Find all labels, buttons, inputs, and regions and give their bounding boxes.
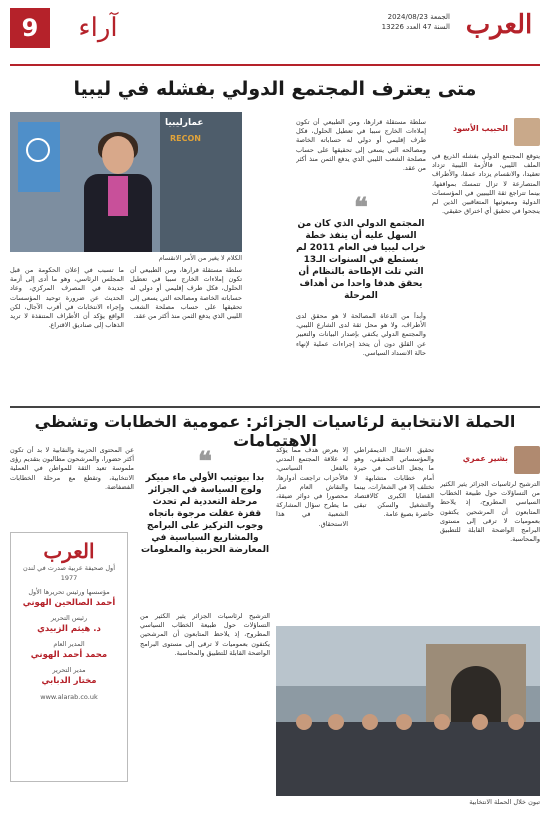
- article1-headline: متى يعترف المجتمع الدولي بفشله في ليبيا: [73, 78, 477, 100]
- crowd-person: [296, 714, 312, 730]
- article1-col2-text: سلطة مستقلة قرارها، ومن الطبيعي أن تكون إملاءات الخارج سببا في تعطيل الحلول، فكل طرف إقليمي أو دولي له حساباته الخاصة ومصالحه التي يسعى إلى تحقيقها على حساب مصلحة الشعب الليبي الذي يدفع الثمن منذ أكثر من عقد.: [296, 118, 426, 173]
- issue-number: السنة 47 العدد 13226: [381, 23, 450, 31]
- article2-col5-text: الترشيح لرئاسيات الجزائر يثير الكثير من التساؤلات حول طبيعة الخطاب السياسي المطروح، إذ يلاحظ المتابعون أن المرشحين يكتفون بعموميات لا ترقى إلى مستوى البرامج الواضحة القابلة للتطبيق والمحاسبة.: [140, 612, 270, 657]
- photo-crowd: [276, 722, 540, 796]
- managing-editor-role: مدير التحرير: [52, 666, 86, 674]
- article1-byline: [432, 118, 540, 148]
- quote-icon: ❝: [198, 447, 212, 477]
- author-name: الحبيب الأسود: [453, 124, 508, 133]
- article2-pullquote-text: بدا بيوتيب الأولي ماء مبيكر ولوج السياسة في الجزائر مرحلة التعددية لم تحدث قفزة عقلت مرجوة باتجاه وجوب التركيز على البرامج والمشاريع السياسية في المعارضة الحزبية والمعلومات: [140, 473, 270, 555]
- quote-icon: ❝: [354, 193, 368, 223]
- colophon-tagline: أول صحيفة عربية صدرت في لندن: [22, 564, 115, 572]
- colophon-year: 1977: [60, 574, 78, 582]
- article1-column-4: [130, 266, 242, 404]
- photo-person: [80, 136, 156, 252]
- article2-column-2: [354, 446, 434, 622]
- crowd-person: [434, 714, 450, 730]
- issue-info: [310, 12, 450, 32]
- article2-column-5: [140, 612, 270, 792]
- section-title: آراء: [78, 13, 118, 43]
- article1-column-2: [296, 118, 426, 190]
- article2-byline: [440, 446, 540, 476]
- masthead: [0, 0, 550, 62]
- article1-column-1: [432, 152, 540, 404]
- article1-col3b-text: سلطة مستقلة قرارها، ومن الطبيعي أن تكون إملاءات الخارج سببا في تعطيل الحلول، فكل طرف إقليمي أو دولي له حساباته الخاصة ومصالحه التي يسعى إلى تحقيقها على حساب مصلحة الشعب الليبي الذي يدفع الثمن منذ أكثر من عقد.: [130, 266, 242, 321]
- article1-photo: [10, 112, 242, 252]
- article2-photo: [276, 626, 540, 796]
- un-emblem-icon: [26, 138, 50, 162]
- issue-date: الجمعة 2024/08/23: [387, 13, 450, 21]
- managing-editor-name: مختار الدبابي: [41, 676, 97, 686]
- article2-col3-text: إلا بعرض هدف مما يؤكد له علاقة المجتمع المدني بالفعل السياسي، فالأحزاب تراجعت أدوارها، والنقاش العام صار محصورا في دوائر ضيقة، ما يطرح سؤال المشاركة الشعبية في هذا الاستحقاق.: [276, 446, 348, 528]
- crowd-person: [472, 714, 488, 730]
- article2-col2-text: تحقيق الانتقال الديمقراطي والمؤسساتي الحقيقي، وهو ما يجعل الناخب في حيرة أمام خطابات متشابهة لا تختلف إلا في الشعارات، بينما القضايا الكبرى كالاقتصاد والتشغيل والسكن تبقى حاضرة بصيغ عامة.: [354, 446, 434, 519]
- crowd-person: [396, 714, 412, 730]
- gm-name: محمد أحمد الهوني: [30, 650, 108, 660]
- colophon-logo: العرب: [43, 539, 95, 563]
- photo-sign-text: عمارليبيا: [165, 118, 204, 128]
- editor-role: رئيس التحرير: [50, 614, 88, 622]
- person-head: [102, 136, 134, 174]
- crowd-person: [328, 714, 344, 730]
- article2-column-1: [440, 480, 540, 622]
- photo-sign-text-2: RECON: [170, 134, 201, 143]
- article1-col1-text: يتوقع المجتمع الدولي بفشله الذريع في الملف الليبي، فالأزمة الليبية تزداد تعقيدا، والانقسام يزداد عمقا، والأطراف المتصارعة لا تزال تتمسك بمواقفها، بينما تتراجع ثقة الليبيين في المؤسسات الدولية ومبعوثيها المتعاقبين الذين لم ينجحوا في تحقيق أي اختراق حقيقي.: [432, 152, 540, 216]
- article2-headline: الحملة الانتخابية لرئاسيات الجزائر: عمومية الخطابات وتشظي الاهتمامات: [34, 412, 516, 450]
- founder-role: مؤسسها ورئيس تحريرها الأول: [28, 588, 110, 596]
- editor-name: د. هيثم الزبيدي: [37, 624, 101, 634]
- article2-photo-caption: تبون خلال الحملة الانتخابية: [469, 798, 540, 806]
- section-block: [10, 8, 140, 48]
- founder-name: أحمد الصالحين الهوني: [22, 598, 116, 608]
- photo-backdrop: [160, 112, 242, 252]
- author-name: بشير عمري: [462, 454, 508, 463]
- article2-column-4: [10, 446, 134, 528]
- article2-column-3: [276, 446, 348, 622]
- article1-col3-text: ما تسبب في إعلان الحكومة من قبل المجلس الرئاسي، وهو ما أدى إلى أزمة جديدة في المصرف المركزي، وعاد الحديث عن ضرورة توحيد المؤسسات وإجراء الانتخابات في أقرب الآجال، لكن الواقع يؤكد أن الأطراف المتنفذة لا تريد الذهاب إلى صناديق الاقتراع.: [10, 266, 124, 330]
- newspaper-logo: العرب: [465, 10, 533, 40]
- crowd-person: [508, 714, 524, 730]
- article2-col1-text: الترشيح لرئاسيات الجزائر يثير الكثير من التساؤلات حول طبيعة الخطاب السياسي المطروح، إذ يلاحظ المتابعون أن المرشحين يكتفون بعموميات لا ترقى إلى مستوى البرامج الواضحة القابلة للتطبيق والمحاسبة.: [440, 480, 540, 544]
- author-avatar: [514, 118, 540, 146]
- article2-col4-text: عن المحتوى الحزبية والنقابية لا بد أن تكون أكثر حضورا، والمرشحون مطالبون بتقديم رؤى ملموسة تعيد الثقة للمواطن في العملية الانتخابية، وتقطع مع مرحلة الخطابات الفضفاضة.: [10, 446, 134, 491]
- crowd-person: [362, 714, 378, 730]
- article-separator: [10, 406, 540, 408]
- masthead-rule: [10, 64, 540, 66]
- article1-photo-caption: الكلام لا يغير من الأمر الانقسام: [158, 254, 242, 262]
- author-avatar: [514, 446, 540, 474]
- article1-pullquote: [296, 193, 426, 308]
- colophon-box: [10, 532, 128, 782]
- article2-pullquote: [140, 447, 270, 612]
- website-link[interactable]: www.alarab.co.uk: [40, 693, 98, 701]
- article1-col4-text: وأبداً من الدعاة المصالحة لا هو محقق لدى الأطراف، ولا هو محل ثقة لدى الشارع الليبي، والمجتمع الدولي يكتفي بإصدار البيانات والتعبير عن القلق دون أن يتخذ إجراءات عملية لإنهاء حالة الانسداد السياسي.: [296, 312, 426, 357]
- article1-pullquote-text: المجتمع الدولي الذي كان من السهل عليه أن ينفذ خطة خراب ليبيا في العام 2011 لم يستطع في السنوات الـ13 التي تلت الإطاحة بالنظام أن يحقق هدفا واحدا من أهداف المرحلة: [296, 219, 426, 301]
- article1-column-2b: [296, 312, 426, 404]
- page-number: 9: [10, 8, 50, 48]
- article1-column-3: [10, 266, 124, 404]
- gm-role: المدير العام: [53, 640, 85, 648]
- person-shirt: [108, 176, 128, 216]
